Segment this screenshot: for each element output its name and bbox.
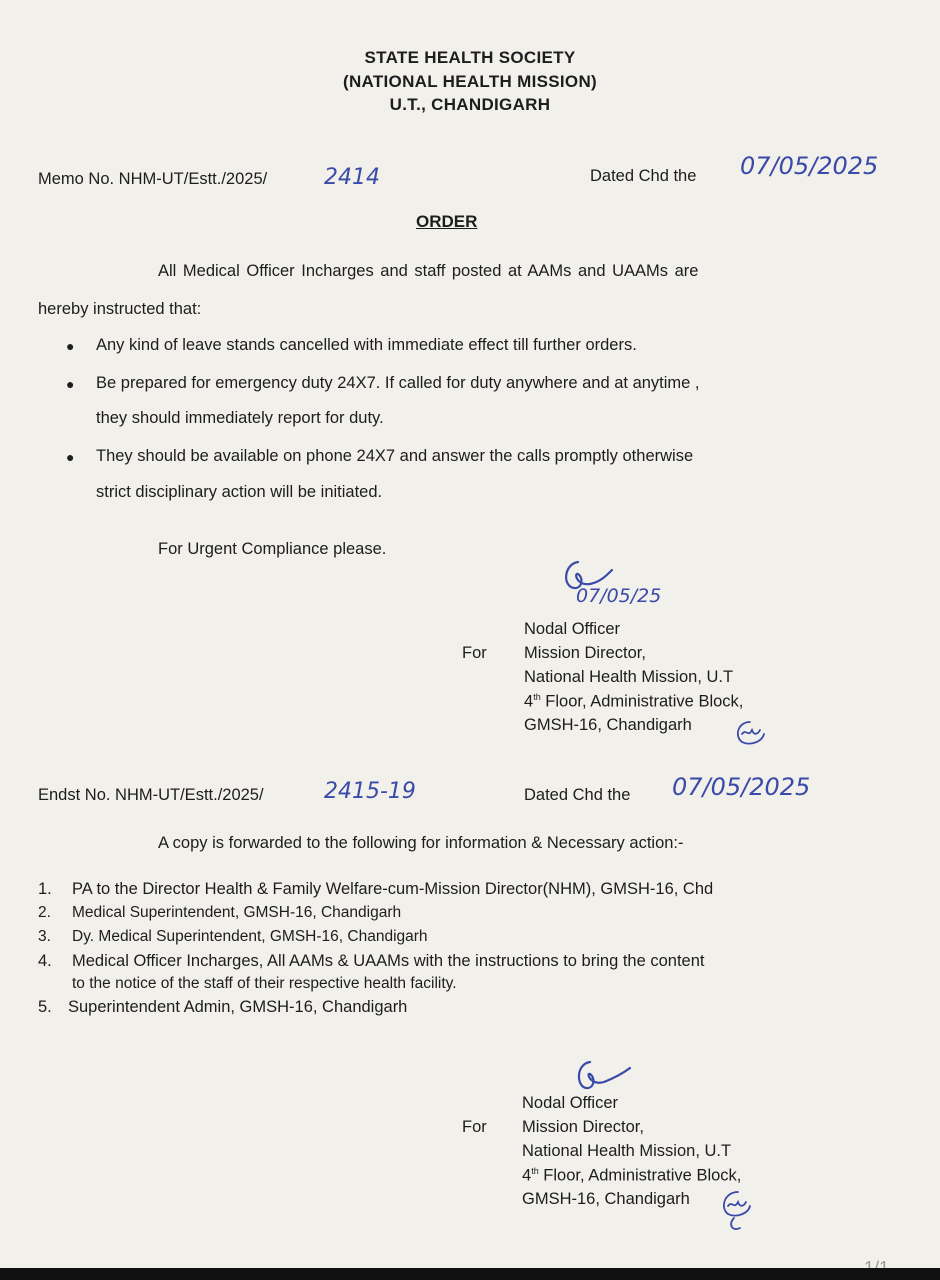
endst-number-handwritten: 2415-19 (324, 779, 416, 804)
copy-item-5-text: Superintendent Admin, GMSH-16, Chandigarh (68, 998, 408, 1016)
copy-item-3-num: 3. (38, 928, 51, 945)
bullet-dot: ● (66, 376, 75, 392)
copy-item-1-text: PA to the Director Health & Family Welfare-cum-Mission Director(NHM), GMSH-16, Chd (72, 880, 714, 898)
signature-mark (570, 1056, 634, 1096)
signature-2-line-4 (522, 1166, 741, 1186)
bottom-edge (0, 1268, 940, 1280)
memo-number-handwritten: 2414 (324, 165, 380, 190)
copy-item-4-num: 4. (38, 952, 52, 970)
bullet-2-line-2: they should immediately report for duty. (96, 409, 384, 427)
header-line-2: (NATIONAL HEALTH MISSION) (343, 72, 597, 91)
signature-1-line-2: Mission Director, (524, 644, 646, 662)
copy-item-1-num: 1. (38, 880, 52, 898)
bullet-2-line-1: Be prepared for emergency duty 24X7. If called for duty anywhere and at anytime , (96, 374, 700, 392)
copy-item-4-text-2: to the notice of the staff of their respective health facility. (72, 975, 457, 992)
endst-dated-label: Dated Chd the (524, 786, 631, 804)
copy-item-4-text: Medical Officer Incharges, All AAMs & UAAMs with the instructions to bring the content (72, 952, 705, 970)
copy-intro: A copy is forwarded to the following for information & Necessary action:- (158, 834, 684, 852)
floor-text: Floor, Administrative Block, (543, 1166, 742, 1185)
signature-1-line-3: National Health Mission, U.T (524, 668, 734, 686)
signature-2-line-1: Nodal Officer (522, 1094, 618, 1112)
order-intro-line-1: All Medical Officer Incharges and staff posted at AAMs and UAAMs are (158, 262, 699, 280)
bullet-1-line-1: Any kind of leave stands cancelled with immediate effect till further orders. (96, 336, 637, 354)
signature-1-line-5: GMSH-16, Chandigarh (524, 716, 692, 734)
memo-dated-label: Dated Chd the (590, 167, 697, 185)
signature-1-date: 07/05/25 (576, 585, 662, 607)
copy-item-5-num: 5. (38, 998, 52, 1016)
endst-label: Endst No. NHM-UT/Estt./2025/ (38, 786, 264, 804)
signature-1-for: For (462, 644, 487, 662)
floor-number: 4 (524, 692, 534, 711)
memo-date-handwritten: 07/05/2025 (740, 152, 879, 180)
order-intro-line-2: hereby instructed that: (38, 300, 202, 318)
signature-2-for: For (462, 1118, 487, 1136)
floor-number: 4 (522, 1166, 532, 1185)
bullet-3-line-1: They should be available on phone 24X7 and answer the calls promptly otherwise (96, 447, 694, 465)
bullet-dot: ● (66, 338, 75, 354)
initial-mark (732, 718, 768, 748)
header-line-3: U.T., CHANDIGARH (389, 95, 551, 114)
signature-1-line-4 (524, 692, 743, 712)
compliance-text: For Urgent Compliance please. (158, 540, 387, 558)
bullet-dot: ● (66, 449, 75, 465)
copy-item-2-num: 2. (38, 904, 51, 921)
order-title: ORDER (416, 212, 478, 231)
floor-suffix: th (533, 692, 541, 702)
signature-2-line-2: Mission Director, (522, 1118, 644, 1136)
signature-2-line-3: National Health Mission, U.T (522, 1142, 732, 1160)
initial-mark (718, 1188, 758, 1234)
bullet-3-line-2: strict disciplinary action will be initiated. (96, 483, 383, 501)
floor-suffix: th (531, 1166, 539, 1176)
copy-item-3-text: Dy. Medical Superintendent, GMSH-16, Chandigarh (72, 928, 428, 945)
signature-1-line-1: Nodal Officer (524, 620, 620, 638)
header-line-1: STATE HEALTH SOCIETY (364, 48, 576, 67)
floor-text: Floor, Administrative Block, (545, 692, 744, 711)
endst-date-handwritten: 07/05/2025 (672, 773, 811, 801)
signature-2-line-5: GMSH-16, Chandigarh (522, 1190, 690, 1208)
copy-item-2-text: Medical Superintendent, GMSH-16, Chandigarh (72, 904, 402, 921)
memo-label: Memo No. NHM-UT/Estt./2025/ (38, 170, 268, 188)
